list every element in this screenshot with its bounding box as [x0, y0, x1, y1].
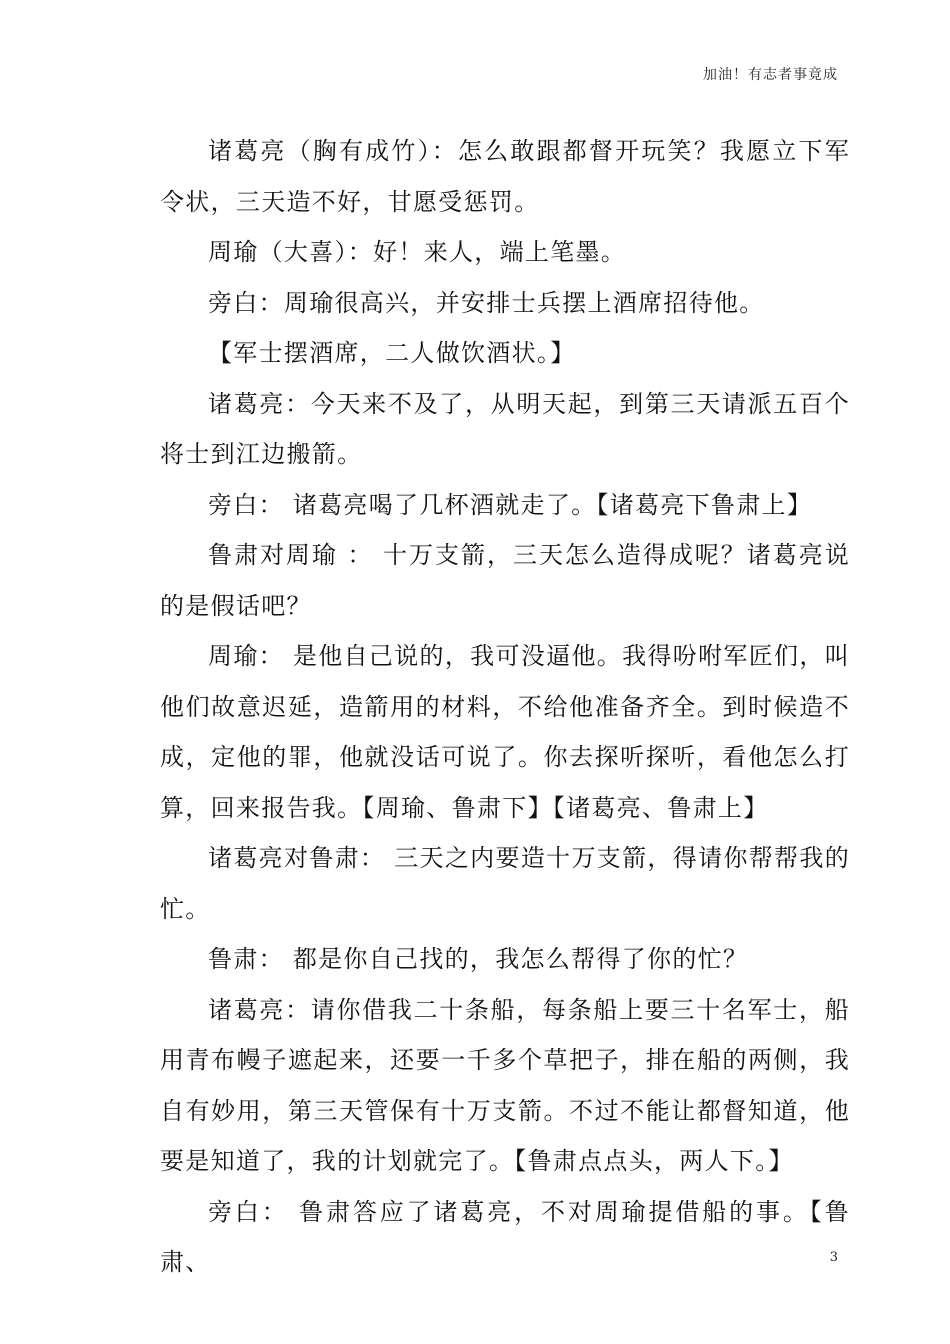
page-number: 3 — [829, 1250, 838, 1265]
paragraph-12: 旁白： 鲁肃答应了诸葛亮，不对周瑜提借船的事。【鲁肃、 — [160, 1197, 850, 1276]
paragraph-5: 诸葛亮：今天来不及了，从明天起，到第三天请派五百个将士到江边搬箭。 — [160, 389, 850, 468]
paragraph-6: 旁白： 诸葛亮喝了几杯酒就走了。【诸葛亮下鲁肃上】 — [208, 490, 813, 519]
paragraph-11: 诸葛亮：请你借我二十条船，每条船上要三十名军士，船用青布幔子遮起来，还要一千多个草把子，排在船的两侧，我自有妙用，第三天管保有十万支箭。不过不能让都督知道，他要是知道了，我的计划就完了。【鲁肃点点头，两人下。】 — [160, 995, 850, 1175]
paragraph-10: 鲁肃： 都是你自己找的，我怎么帮得了你的忙？ — [208, 945, 749, 973]
paragraph-3: 旁白：周瑜很高兴，并安排士兵摆上酒席招待他。 — [208, 288, 765, 317]
paragraph-8: 周瑜： 是他自己说的，我可没逼他。我得吩咐军匠们，叫他们故意迟延，造箭用的材料，不给他准备齐全。到时候造不成，定他的罪，他就没话可说了。你去探听探听，看他怎么打算，回来报告我。【周瑜、鲁肃下】【诸葛亮、鲁肃上】 — [160, 642, 850, 822]
paragraph-7: 鲁肃对周瑜 ： 十万支箭，三天怎么造得成呢？诸葛亮说的是假话吧？ — [160, 541, 850, 620]
paragraph-9: 诸葛亮对鲁肃： 三天之内要造十万支箭，得请你帮帮我的忙。 — [160, 844, 850, 923]
paragraph-4: 【军士摆酒席，二人做饮酒状。】 — [208, 339, 576, 367]
script-body — [160, 126, 850, 1288]
paragraph-1: 诸葛亮（胸有成竹）：怎么敢跟都督开玩笑？我愿立下军令状，三天造不好，甘愿受惩罚。 — [160, 137, 850, 216]
header-motto: 加油！有志者事竟成 — [703, 67, 838, 83]
paragraph-2: 周瑜（大喜）：好！来人，端上笔墨。 — [208, 238, 627, 266]
